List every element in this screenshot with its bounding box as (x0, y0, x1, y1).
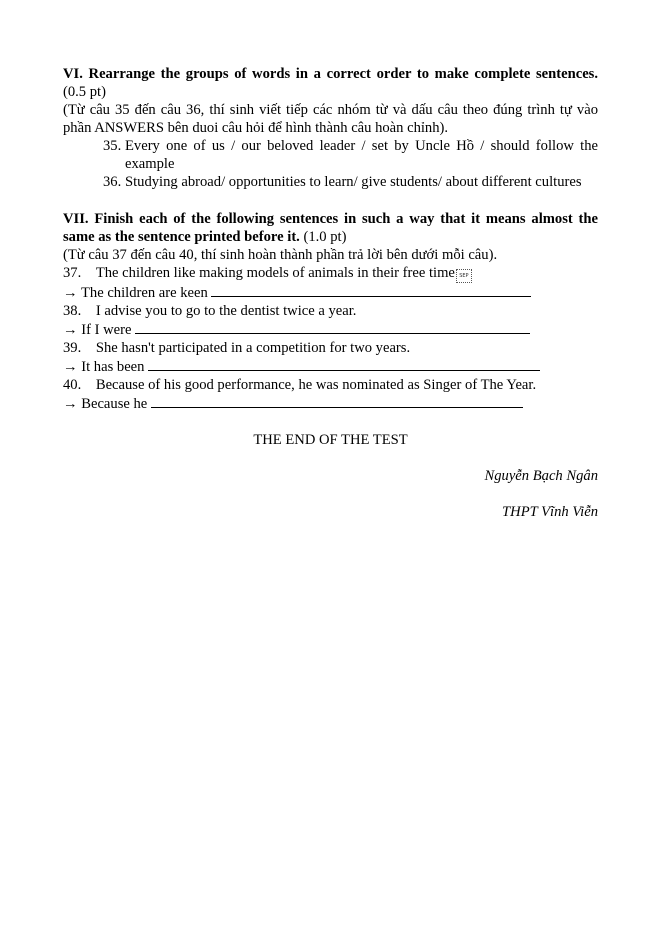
question-text: I advise you to go to the dentist twice a year. (95, 303, 357, 319)
section-7-points: (1.0 pt) (299, 229, 347, 245)
section-7-heading (63, 210, 598, 246)
question-number: 38. (63, 303, 82, 319)
question-text: She hasn't participated in a competition for two years. (95, 340, 411, 356)
section-6-heading (63, 65, 598, 101)
answer-blank[interactable] (135, 320, 530, 334)
question-text: Because of his good performance, he was nominated as Singer of The Year. (95, 377, 537, 393)
question-number: 35. (103, 138, 122, 154)
question-number: 39. (63, 340, 82, 356)
author-name: Nguyễn Bạch Ngân (484, 468, 598, 484)
answer-prefix: → If I were (63, 322, 136, 338)
answer-prefix: → The children are keen (63, 285, 212, 301)
question-39 (63, 339, 598, 357)
school-name: THPT Vĩnh Viễn (502, 504, 598, 520)
section-6-points: (0.5 pt) (63, 84, 106, 100)
section-7-instruction: (Từ câu 37 đến câu 40, thí sinh hoàn thành phần trả lời bên dưới mỗi câu). (63, 247, 498, 263)
section-6 (63, 65, 598, 191)
question-number: 40. (63, 377, 82, 393)
answer-blank[interactable] (148, 357, 540, 371)
end-of-test: THE END OF THE TEST (253, 432, 408, 448)
answer-prefix: → It has been (63, 359, 149, 375)
answer-line-38 (63, 320, 598, 339)
question-40 (63, 376, 598, 394)
question-text: Every one of us / our beloved leader / set by Uncle Hồ / should follow the example (125, 138, 598, 172)
question-35 (103, 137, 598, 173)
section-6-title: VI. Rearrange the groups of words in a correct order to make complete sentences. (63, 66, 598, 82)
answer-line-39 (63, 357, 598, 376)
answer-blank[interactable] (151, 394, 523, 408)
question-38 (63, 302, 598, 320)
question-text: The children like making models of animals in their free time (95, 265, 455, 281)
exam-page (63, 65, 598, 521)
question-text: Studying abroad/ opportunities to learn/ give students/ about different cultures (125, 174, 582, 190)
section-7 (63, 210, 598, 413)
section-7-title: VII. Finish each of the following sentences in such a way that it means almost the same as the sentence printed before it. (63, 211, 598, 245)
question-36 (103, 173, 598, 191)
section-6-instruction: (Từ câu 35 đến câu 36, thí sinh viết tiếp các nhóm từ và dấu câu theo đúng trình tự vào phần ANSWERS bên duoi câu hỏi để hình thành câu hoàn chỉnh). (63, 102, 598, 136)
answer-blank[interactable] (211, 283, 531, 297)
sep-marker-icon: SEP (456, 269, 472, 283)
question-number: 37. (63, 265, 82, 281)
answer-prefix: → Because he (63, 396, 151, 412)
answer-line-37 (63, 283, 598, 302)
answer-line-40 (63, 394, 598, 413)
question-number: 36. (103, 174, 122, 190)
question-37 (63, 264, 598, 283)
